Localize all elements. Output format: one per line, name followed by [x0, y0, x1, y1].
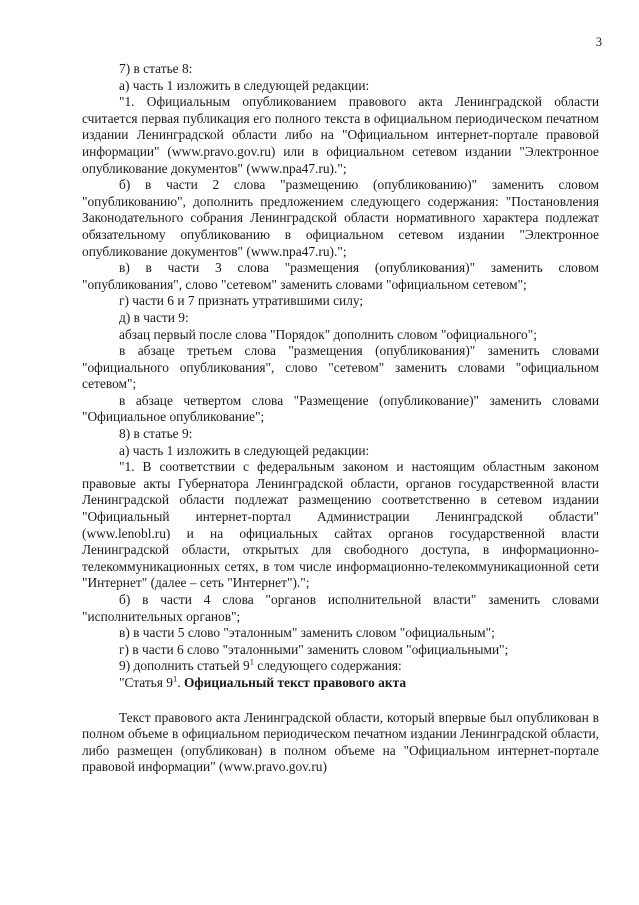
paragraph-article-text: Текст правового акта Ленинградской области, который впервые был опубликован в полном объеме в официальном периодическом печатном издании Ленинградской области, либо размещен (опубликован) в полном объеме на "Официальном интернет-портале правовой информации" (www.pravo.gov.ru): [82, 709, 599, 775]
paragraph-8a-text: "1. Официальным опубликованием правового акта Ленинградской области считается первая публикация его полного текста в официальном периодическом печатном издании Ленинградской области либо на "Официальном интернет-портале правовой информации" (www.pravo.gov.ru) или в официальном сетевом издании "Электронное опубликование документов" (www.npa47.ru).";: [82, 94, 599, 176]
paragraph-article-9: 8) в статье 9:: [119, 426, 193, 442]
article-prefix: "Статья 9: [119, 674, 173, 690]
paragraph-9b: б) в части 4 слова "органов исполнительной власти" заменить словами "исполнительных органов";: [82, 592, 599, 624]
document-body: [82, 61, 599, 776]
paragraph-9a-text: "1. В соответствии с федеральным законом и настоящим областным законом правовые акты Губернатора Ленинградской области, органов государственной власти Ленинградской области подлежат размещению соответственно в сетевом издании "Официальный интернет-портал Администрации Ленинградской области" (www.lenobl.ru) и на официальных сайтах органов государственной власти Ленинградской области, открытых для свободного доступа, в информационно-телекоммуникационных сетях, в том числе информационно-телекоммуникационной сети "Интернет" (далее – сеть "Интернет").";: [82, 459, 599, 591]
page-number: 3: [595, 35, 602, 49]
item-9-after: следующего содержания:: [253, 658, 402, 674]
paragraph-article-8: 7) в статье 8:: [119, 61, 193, 76]
article-title: Официальный текст правового акта: [183, 674, 407, 690]
article-dot: .: [177, 674, 184, 690]
paragraph-item-9: [82, 658, 599, 675]
paragraph-8d-3: в абзаце третьем слова "размещения (опубликования)" заменить словами "официального опубликования", слово "сетевом" заменить словами "официальном сетевом";: [82, 343, 599, 392]
paragraph-9g: г) в части 6 слово "эталонными" заменить словом "официальными";: [119, 641, 509, 657]
item-9-superscript: 1: [249, 656, 254, 667]
blank-line: [82, 692, 599, 710]
article-superscript: 1: [173, 673, 178, 684]
paragraph-8d: д) в части 9:: [119, 309, 189, 325]
paragraph-9v: в) в части 5 слово "эталонным" заменить словом "официальным";: [119, 625, 495, 641]
paragraph-8g: г) части 6 и 7 признать утратившими силу;: [119, 293, 364, 309]
paragraph-8a: а) часть 1 изложить в следующей редакции:: [119, 77, 370, 93]
item-9-before: 9) дополнить статьей 9: [119, 658, 250, 674]
article-heading: [82, 675, 599, 692]
paragraph-8d-4: в абзаце четвертом слова "Размещение (опубликование)" заменить словами "Официальное опубликование";: [82, 392, 599, 425]
paragraph-8v: в) в части 3 слова "размещения (опубликования)" заменить словом "опубликования", слово "сетевом" заменить словами "официальном сетевом";: [82, 260, 599, 292]
paragraph-9a: а) часть 1 изложить в следующей редакции:: [119, 442, 370, 458]
paragraph-8d-1: абзац первый после слова "Порядок" дополнить словом "официального";: [119, 326, 537, 342]
paragraph-8b: б) в части 2 слова "размещению (опубликованию)" заменить словом "опубликованию", дополнить предложением следующего содержания: "Постановления Законодательного собрания Ленинградской области нормативного характера подлежат обязательному опубликованию в официальном сетевом издании "Электронное опубликование документов" (www.npa47.ru).";: [82, 177, 599, 259]
